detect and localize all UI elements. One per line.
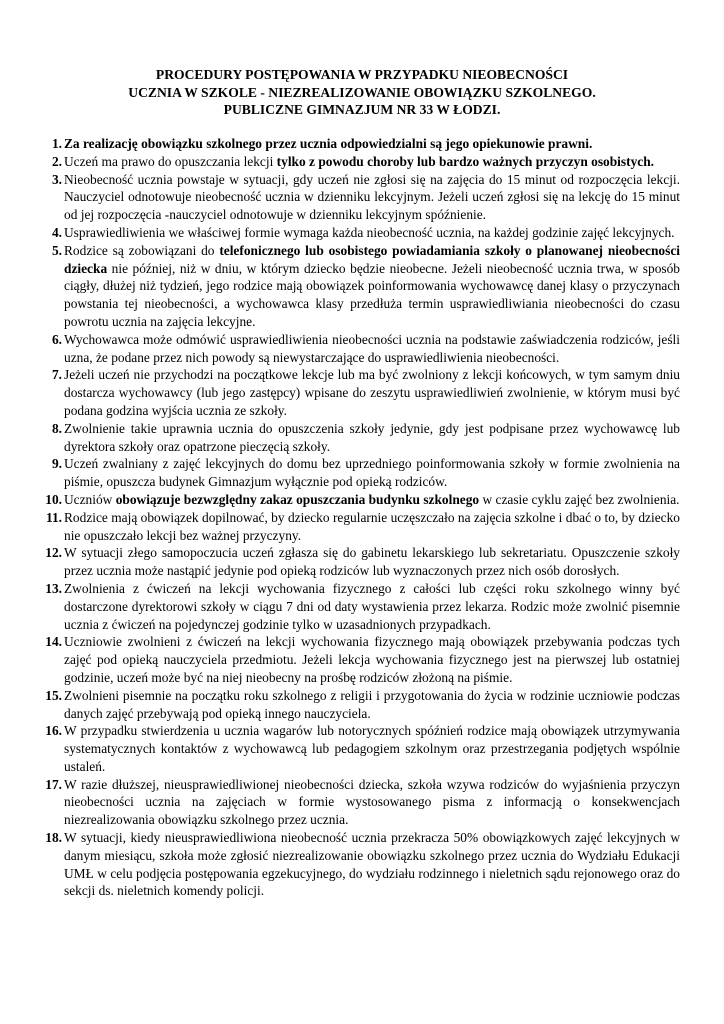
- item-number: 8.: [51, 420, 62, 436]
- procedure-item: [40, 509, 680, 545]
- procedure-item: [40, 366, 680, 419]
- procedure-item: [40, 331, 680, 367]
- item-number: 1.: [51, 136, 62, 151]
- item-text-segment: Zwolnienie takie uprawnia ucznia do opuszczenia szkoły jedynie, gdy jest podpisane przez wychowawcę lub dyrektora szkoły oraz opatrzone pieczęcią szkoły.: [64, 420, 680, 454]
- item-text: [64, 171, 680, 224]
- title-line-2: UCZNIA W SZKOLE - NIEZREALIZOWANIE OBOWIĄZKU SZKOLNEGO.: [128, 84, 596, 100]
- procedure-item: [40, 633, 680, 686]
- item-text-segment: Rodzice są zobowiązani do: [64, 242, 220, 258]
- procedure-item: [40, 776, 680, 829]
- item-text-segment: Wychowawca może odmówić usprawiedliwienia nieobecności ucznia na podstawie zaświadczenia rodziców, jeśli uzna, że podane przez nich powody są niewystarczające do usprawiedliwienia nieobecności.: [64, 331, 680, 365]
- item-text-segment: W razie dłuższej, nieusprawiedliwionej nieobecności dziecka, szkoła wzywa rodziców do wyjaśnienia przyczyn nieobecności ucznia na zajęciach w formie wystosowanego pisma z informacją o konsekwencjach niezrealizowania obowiązku szkolnego przez ucznia.: [64, 776, 680, 828]
- procedure-item: [40, 455, 680, 491]
- item-text-bold: obowiązuje bezwzględny zakaz opuszczania budynku szkolnego: [115, 491, 480, 507]
- item-text-segment: W sytuacji, kiedy nieusprawiedliwiona nieobecność ucznia przekracza 50% obowiązkowych zajęć lekcyjnych w danym miesiącu, szkoła może zgłosić niezrealizowanie obowiązku szkolnego przez ucznia do Wydziału Edukacji UMŁ w celu podjęcia postępowania egzekucyjnego, do wydziału rodzinnego i nieletnich sądu rejonowego oraz do sekcji ds. nieletnich komendy policji.: [64, 830, 680, 899]
- item-text-segment: W sytuacji złego samopoczucia uczeń zgłasza się do gabinetu lekarskiego lub sekretariatu. Opuszczenie szkoły przez ucznia może nastąpić jedynie pod opieką rodziców lub wyznaczonych przez nich osób dorosłych.: [64, 545, 680, 579]
- item-text-segment: Rodzice mają obowiązek dopilnować, by dziecko regularnie uczęszczało na zajęcia szkolne i dbać o to, by dziecko nie opuszczało lekcji bez ważnej przyczyny.: [64, 509, 680, 543]
- item-text: [64, 829, 680, 900]
- item-text-segment: w czasie cyklu zajęć bez zwolnienia.: [479, 491, 680, 507]
- item-number: 11.: [46, 509, 62, 525]
- item-text-segment: Zwolnienia z ćwiczeń na lekcji wychowania fizycznego z całości lub części roku szkolnego winny być dostarczone dyrektorowi szkoły w ciągu 7 dni od daty wystawienia przez lekarza. Rodzic może zwolnić pisemnie ucznia z ćwiczeń na pojedynczej godzinie tylko w uzasadnionych przypadkach.: [64, 580, 680, 632]
- item-text: [64, 455, 680, 491]
- procedure-item: [40, 153, 680, 171]
- procedure-list: [40, 135, 680, 900]
- item-number: 17.: [45, 776, 62, 792]
- item-text-segment: Jeżeli uczeń nie przychodzi na początkowe lekcje lub ma być zwolniony z lekcji końcowych, w tym samym dniu dostarcza wychowawcy (lub jego zastępcy) wpisane do zeszytu usprawiedliwień zwolnienie, w którym musi być podana godzina wyjścia ucznia ze szkoły.: [64, 367, 680, 418]
- item-text-bold: telefonicznego lub osobistego powiadamiania szkoły o planowanej nieobecności dziecka: [64, 242, 680, 276]
- procedure-item: [40, 242, 680, 331]
- title-line-3: PUBLICZNE GIMNAZJUM NR 33 W ŁODZI.: [223, 102, 501, 117]
- procedure-item: [40, 722, 680, 775]
- item-text-bold: tylko z powodu choroby lub bardzo ważnych przyczyn osobistych.: [276, 153, 655, 169]
- item-text: [64, 580, 680, 633]
- procedure-item: [40, 420, 680, 456]
- item-text: [64, 687, 680, 723]
- title-line-1: PROCEDURY POSTĘPOWANIA W PRZYPADKU NIEOBECNOŚCI: [155, 67, 569, 82]
- item-text: [64, 366, 680, 419]
- item-text-segment: W przypadku stwierdzenia u ucznia wagarów lub notorycznych spóźnień rodzice mają obowiązek utrzymywania systematycznych kontaktów z wychowawcą lub pedagogiem szkolnym oraz przestrzegania podjętych wspólnie ustaleń.: [64, 723, 680, 774]
- item-text: [64, 722, 680, 775]
- item-number: 13.: [45, 580, 62, 596]
- item-number: 4.: [51, 224, 62, 240]
- procedure-item: [40, 491, 680, 509]
- item-text-segment: Uczeń zwalniany z zajęć lekcyjnych do domu bez uprzedniego poinformowania szkoły w formie zwolnienia na piśmie, opuszcza budynek Gimnazjum wyłącznie pod opieką rodziców.: [64, 456, 680, 490]
- item-text: [64, 491, 680, 509]
- item-number: 14.: [45, 634, 62, 650]
- item-text-segment: nie później, niż w dniu, w którym dziecko będzie nieobecne. Jeżeli nieobecność ucznia trwa, w sposób ciągły, dłużej niż tydzień, jego rodzice mają obowiązek poinformowania wychowawcę danej klasy o przyczynach powstania tej nieobecności, a wychowawca klasy przedłuża termin usprawiedliwiania nieobecności do czasu powrotu ucznia na zajęcia lekcyjne.: [64, 260, 680, 329]
- procedure-item: [40, 544, 680, 580]
- item-text-segment: Uczniów: [64, 491, 116, 507]
- item-number: 10.: [45, 491, 62, 507]
- item-number: 12.: [45, 545, 62, 561]
- item-text-bold: Za realizację obowiązku szkolnego przez ucznia odpowiedzialni są jego opiekunowie prawni.: [64, 136, 593, 151]
- item-text: [64, 776, 680, 829]
- procedure-item: [40, 171, 680, 224]
- item-number: 7.: [51, 367, 62, 383]
- item-text: [64, 242, 680, 331]
- item-text-segment: Usprawiedliwienia we właściwej formie wymaga każda nieobecność ucznia, na każdej godzinie zajęć lekcyjnych.: [64, 224, 675, 240]
- item-number: 6.: [51, 331, 62, 347]
- item-text-segment: Uczeń ma prawo do opuszczania lekcji: [64, 153, 277, 169]
- procedure-item: [40, 687, 680, 723]
- item-text-segment: Zwolnieni pisemnie na początku roku szkolnego z religii i przygotowania do życia w rodzinie uczniowie podczas danych zajęć przebywają pod opieką innego nauczyciela.: [64, 687, 680, 721]
- item-number: 5.: [51, 242, 62, 258]
- procedure-item: [40, 135, 680, 153]
- item-text-segment: Uczniowie zwolnieni z ćwiczeń na lekcji wychowania fizycznego mają obowiązek przebywania podczas tych zajęć pod opieką nauczyciela przedmiotu. Jeżeli lekcja wychowania fizycznego jest na pierwszej lub ostatniej godzinie, uczeń może być na niej nieobecny na prośbę rodziców złożoną na piśmie.: [64, 634, 680, 685]
- procedure-item: [40, 829, 680, 900]
- item-text: [64, 135, 680, 153]
- procedure-item: [40, 224, 680, 242]
- item-number: 18.: [45, 830, 62, 846]
- item-text: [64, 420, 680, 456]
- item-number: 9.: [51, 456, 62, 472]
- item-text: [64, 633, 680, 686]
- item-text-segment: Nieobecność ucznia powstaje w sytuacji, gdy uczeń nie zgłosi się na zajęcia do 15 minut od rozpoczęcia lekcji. Nauczyciel odnotowuje nieobecność ucznia w dzienniku lekcyjnym. Jeżeli uczeń zgłosi się na lekcję do 15 minut od jej rozpoczęcia -nauczyciel odnotowuje w dzienniku lekcyjnym spóźnienie.: [64, 171, 680, 223]
- item-number: 16.: [45, 723, 62, 739]
- item-number: 3.: [51, 171, 62, 187]
- item-number: 15.: [45, 687, 62, 703]
- item-number: 2.: [51, 153, 62, 169]
- item-text: [64, 153, 680, 171]
- procedure-item: [40, 580, 680, 633]
- item-text: [64, 331, 680, 367]
- item-text: [64, 224, 680, 242]
- document-title: [60, 66, 664, 119]
- item-text: [64, 544, 680, 580]
- item-text: [64, 509, 680, 545]
